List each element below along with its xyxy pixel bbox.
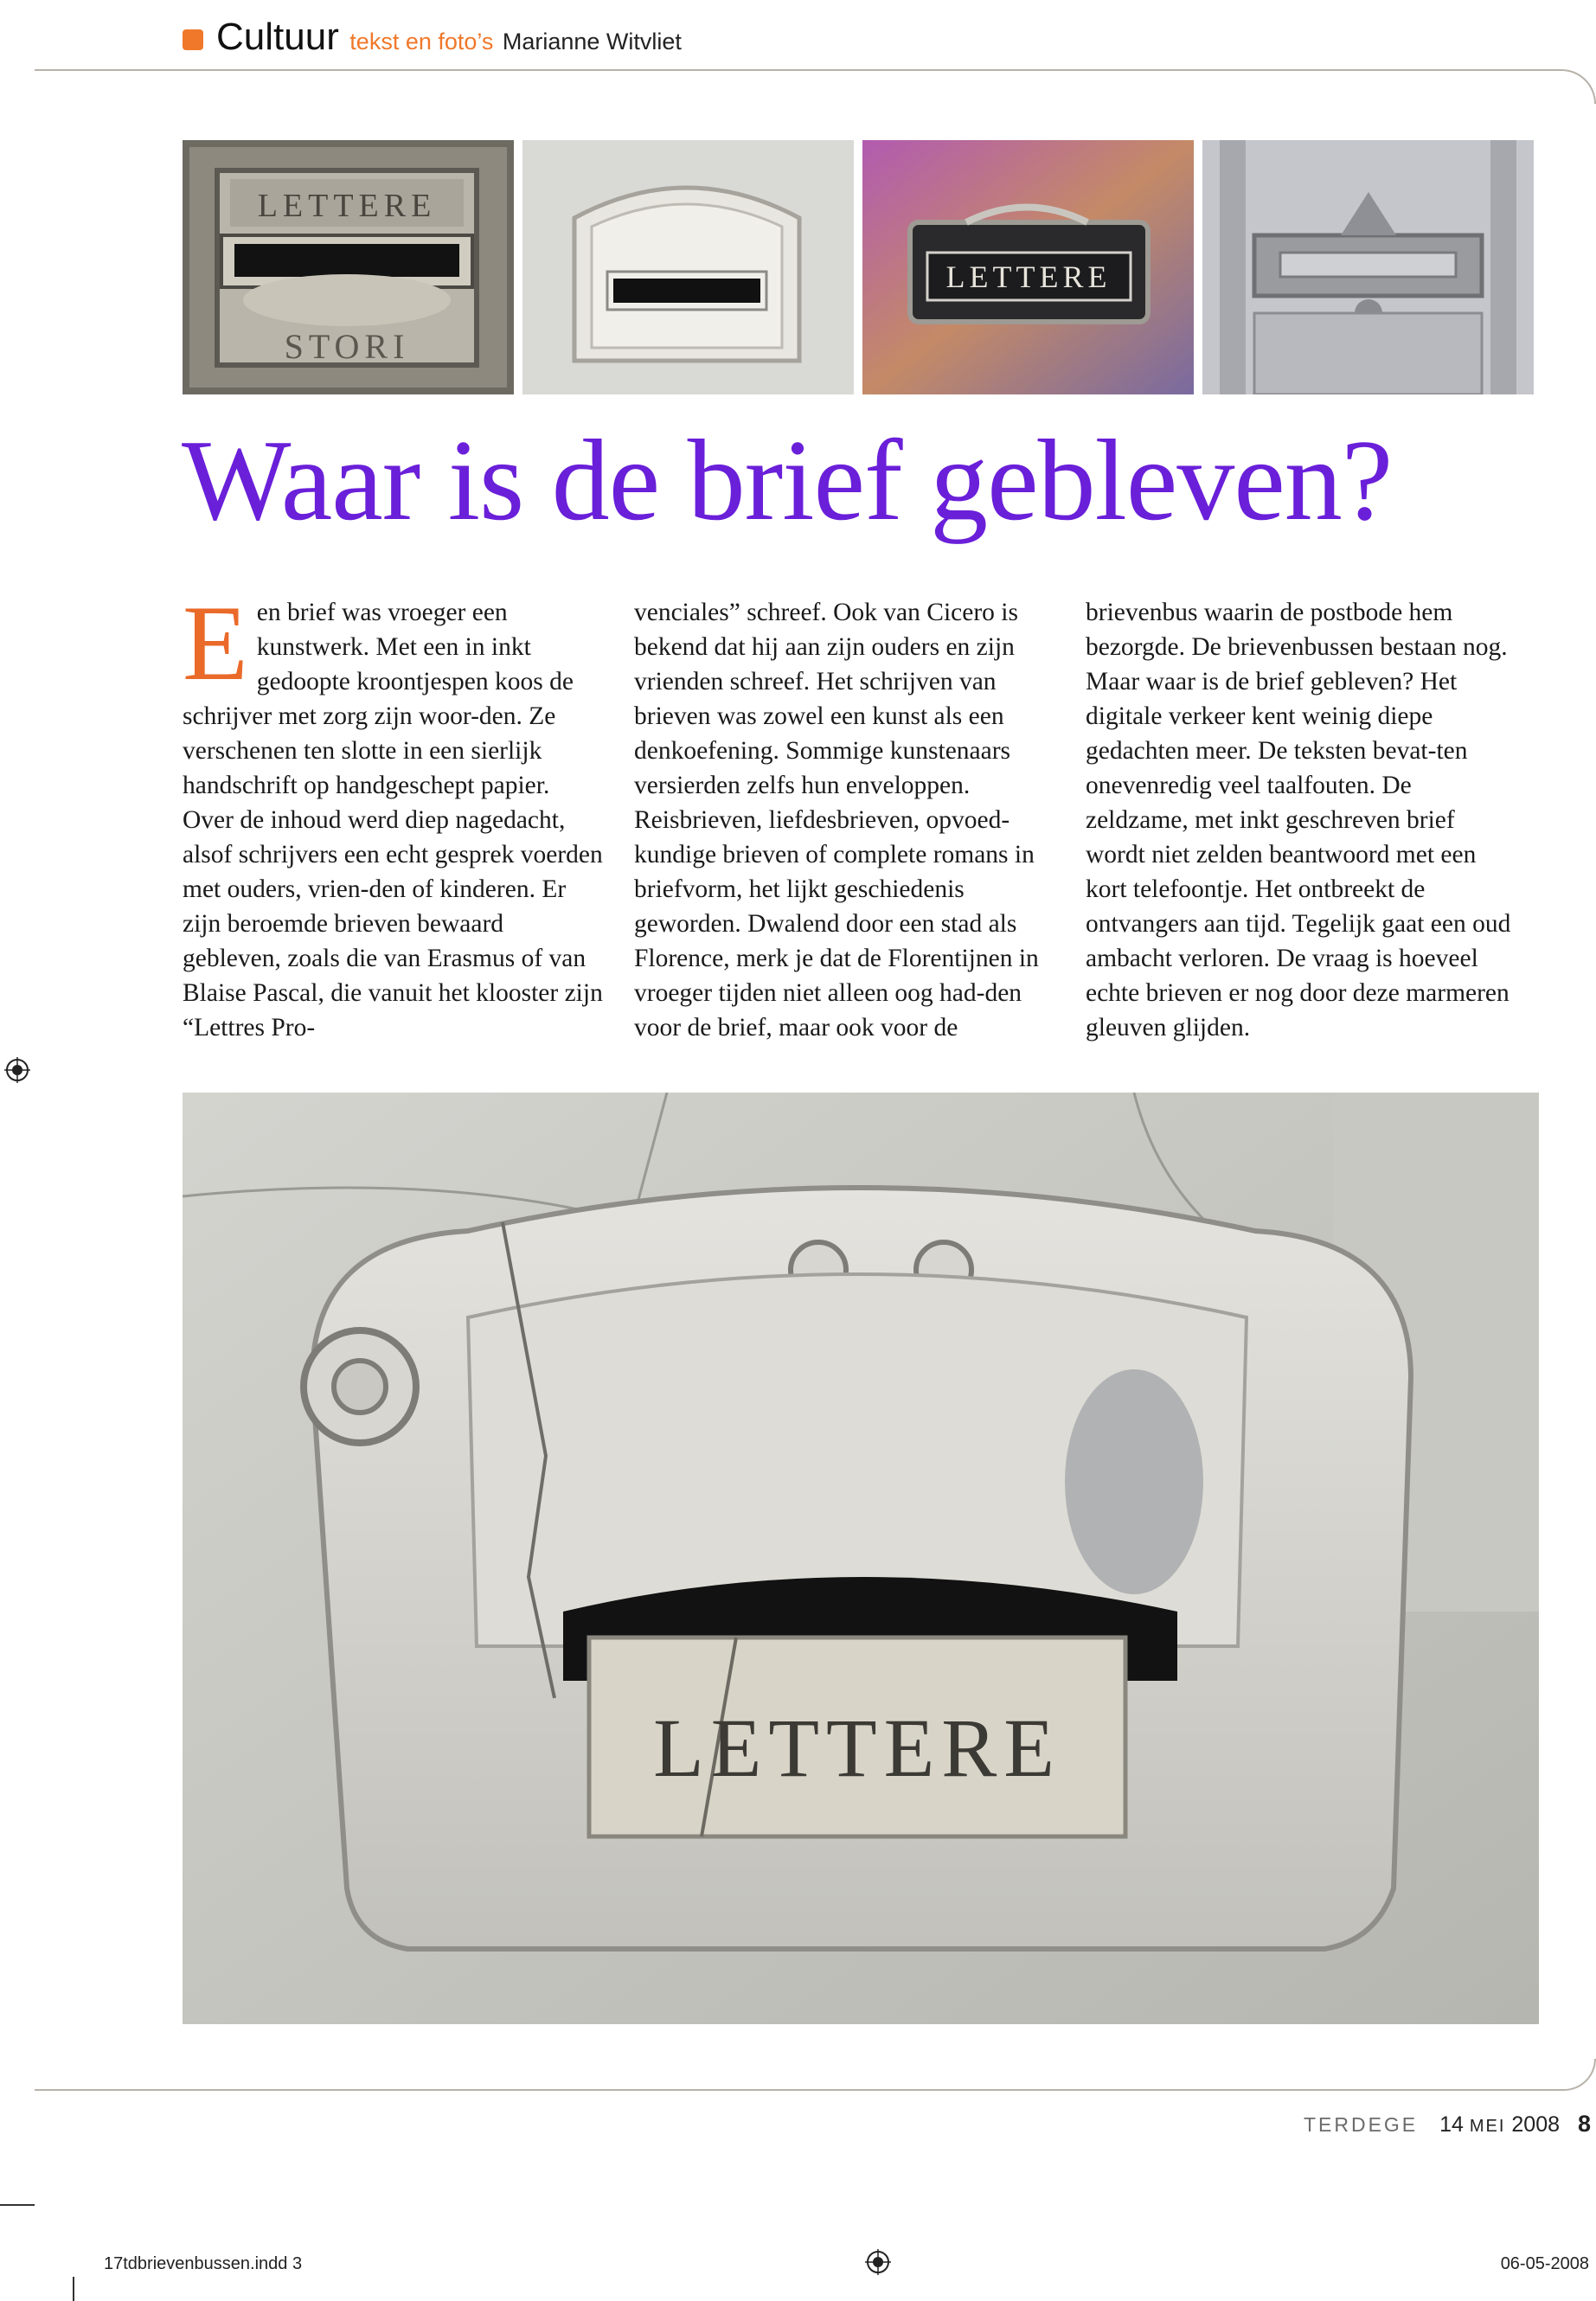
header-rule-curve (1548, 69, 1596, 104)
slug-filename: 17tdbrievenbussen.indd 3 (104, 2254, 303, 2273)
photo1-label-top: LETTERE (257, 188, 437, 224)
big-photo-label: LETTERE (653, 1702, 1061, 1794)
photo-mailbox-2 (522, 140, 854, 394)
registration-mark-icon (865, 2249, 891, 2275)
column-2-text: venciales” schreef. Ook van Cicero is bekend dat hij aan zijn ouders en zijn vrienden schreef. Het schrijven van brieven was zowel een kunst als een denkoefening. Sommige kunstenaars versierden zelfs hun enveloppen. Reisbrieven, liefdesbrieven, opvoed-kundige brieven of complete romans in briefvorm, het lijkt geschiedenis geworden. Dwalend door een stad als Florence, merk je dat de Florentijnen in vroeger tijden niet alleen oog had-den voor de brief, maar ook voor de (634, 599, 1039, 1042)
article-column-1 (183, 584, 605, 1045)
mailbox-photo-lettere-metal-icon (862, 140, 1194, 394)
mailbox-photo-marble-lettere-icon (183, 1093, 1539, 2024)
article-column-3 (1086, 595, 1518, 1045)
mailbox-photo-ornate-door-icon (1202, 140, 1534, 394)
page-header (216, 16, 682, 59)
section-name: Cultuur (216, 16, 339, 58)
photo-mailbox-1 (183, 140, 514, 394)
issue-day: 14 (1439, 2112, 1464, 2137)
photo-mailbox-3 (862, 140, 1194, 394)
article-title: Waar is de brief gebleven? (182, 416, 1393, 544)
page-footer (1304, 2111, 1591, 2138)
mailbox-photo-lettere-stori-icon (183, 140, 514, 394)
author-name: Marianne Witvliet (502, 29, 682, 54)
credit-label: tekst en foto’s (349, 29, 494, 54)
slug-date: 06-05-2008 (1500, 2254, 1589, 2273)
crop-mark (73, 2277, 74, 2301)
issue-year: 2008 (1511, 2112, 1561, 2137)
crop-mark (0, 2204, 35, 2206)
page-number: 8 (1577, 2111, 1591, 2137)
footer-rule (35, 2089, 1553, 2091)
photo-mailbox-4 (1202, 140, 1534, 394)
header-rule (35, 69, 1553, 71)
registration-mark-icon (4, 1057, 30, 1083)
photo1-label-bottom: STORI (284, 327, 410, 366)
footer-rule-curve (1548, 2059, 1596, 2091)
column-1-text: en brief was vroeger een kunstwerk. Met een in inkt gedoopte kroontjespen koos de schrijver met zorg zijn woor-den. Ze verschenen ten slotte in een sierlijk handschrift op handgeschept papier. Over de inhoud werd diep nagedacht, alsof schrijvers een echt gesprek voerden met ouders, vrien-den of kinderen. Er zijn beroemde brieven bewaard gebleven, zoals die van Erasmus of van Blaise Pascal, die vanuit het klooster zijn “Lettres Pro- (183, 599, 603, 1042)
article-column-2 (634, 595, 1056, 1045)
mailbox-photo-white-slot-icon (522, 140, 854, 394)
drop-cap: E (183, 584, 248, 702)
photo-marble-mailbox (183, 1093, 1539, 2024)
issue-month: MEI (1469, 2117, 1506, 2136)
column-3-text: brievenbus waarin de postbode hem bezorgde. De brievenbussen bestaan nog. Maar waar is de brief gebleven? Het digitale verkeer kent weinig diepe gedachten meer. De teksten bevat-ten onevenredig veel taalfouten. De zeldzame, met inkt geschreven brief wordt niet zelden beantwoord met een kort telefoontje. Het ontbreekt de ontvangers aan tijd. Tegelijk gaat een oud ambacht verloren. De vraag is hoeveel echte brieven er nog door deze marmeren gleuven glijden. (1086, 599, 1511, 1042)
magazine-name: TERDEGE (1303, 2113, 1419, 2136)
section-marker (183, 29, 203, 50)
photo3-label: LETTERE (945, 260, 1112, 294)
